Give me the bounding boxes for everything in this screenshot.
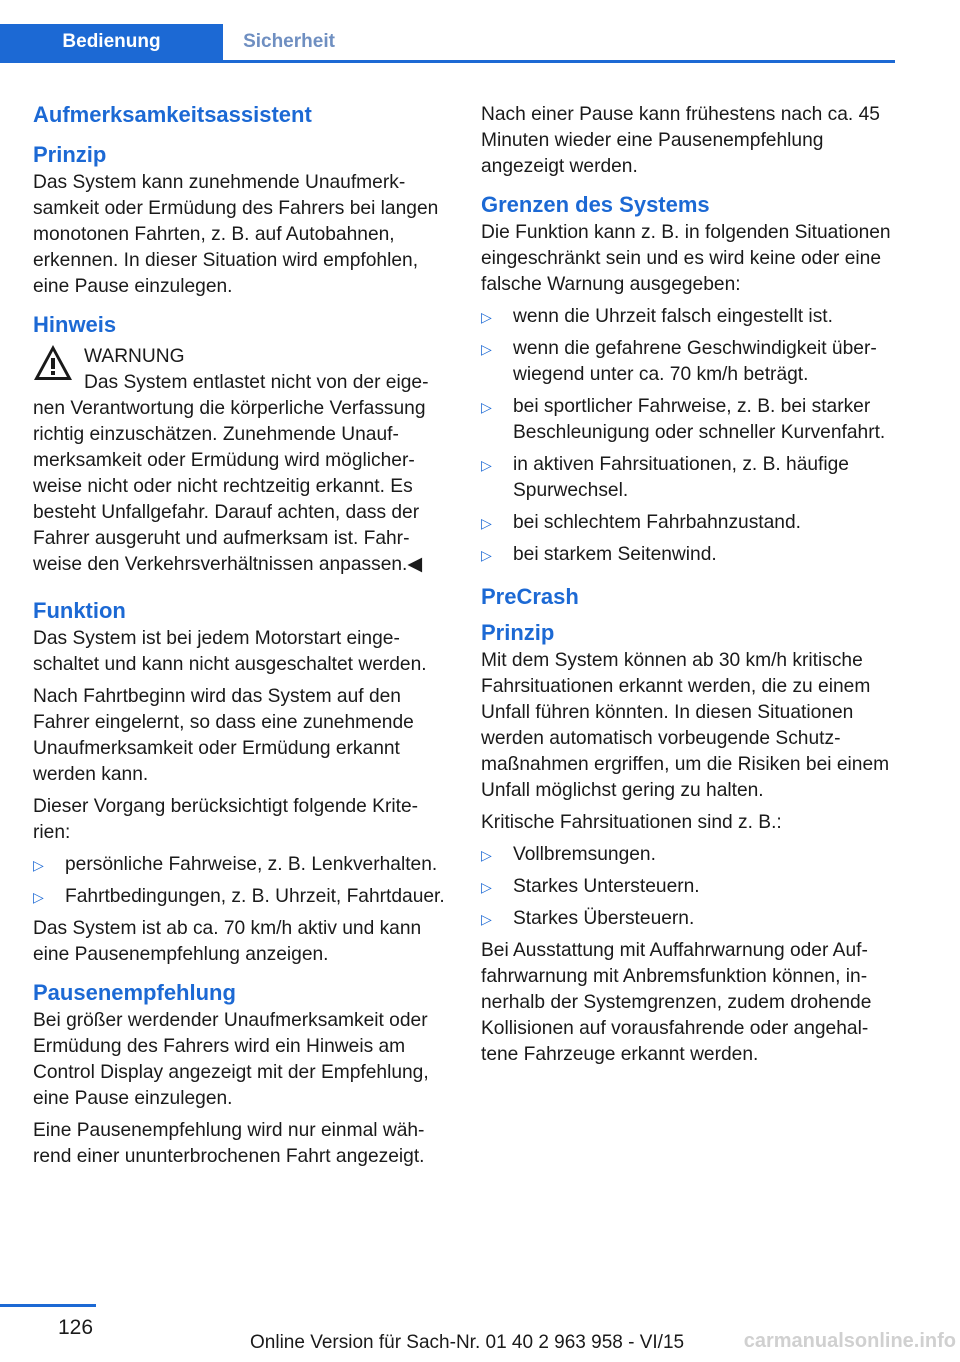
bullet-icon: ▷	[481, 309, 492, 325]
footer-rule	[0, 1304, 96, 1307]
funktion-paragraph-3: Dieser Vorgang berücksichtigt folgende Kriterien:	[33, 796, 419, 843]
warning-triangle-icon	[33, 344, 73, 381]
online-version-text: Online Version für Sach-Nr. 01 40 2 963 958 - VI/15	[250, 1332, 685, 1353]
ausstattung-text: Bei Ausstattung mit Auffahrwarnung oder Auffahrwarnung mit Anbremsfunktion können, innerhalb der Systemgrenzen, zudem drohende Kollisionen auf vorausfahrende oder angehaltene Fahrzeuge erkannt werden.	[481, 940, 872, 1065]
bullet-icon: ▷	[481, 547, 492, 563]
pause-paragraph-3: Nach einer Pause kann frühestens nach ca. 45 Minuten wieder eine Pausenempfehlung angezeigt werden.	[481, 104, 880, 177]
prinzip-heading: Prinzip	[33, 142, 107, 167]
list-item: ▷ Fahrtbedingungen, z. B. Uhrzeit, Fahrtdauer.	[33, 884, 445, 910]
pausenempfehlung-heading: Pausenempfehlung	[33, 980, 236, 1005]
bullet-icon: ▷	[481, 515, 492, 531]
pause-paragraph-2: Eine Pausenempfehlung wird nur einmal während einer ununterbrochenen Fahrt angezeigt.	[33, 1120, 425, 1167]
list-item: ▷ bei starkem Seitenwind.	[481, 542, 896, 568]
list-item: ▷ Vollbremsungen.	[481, 842, 896, 868]
bullet-icon: ▷	[481, 341, 492, 357]
grenzen-text: Die Funktion kann z. B. in folgenden Situationen eingeschränkt sein und es wird keine oder eine falsche Warnung ausgegeben:	[481, 222, 891, 295]
right-column	[481, 100, 896, 1074]
kritisch-intro: Kritische Fahrsituationen sind z. B.:	[481, 812, 782, 833]
tab-bedienung[interactable]: Bedienung	[0, 24, 223, 60]
grenzen-heading: Grenzen des Systems	[481, 192, 710, 217]
bullet-icon: ▷	[33, 857, 44, 873]
funktion-heading: Funktion	[33, 598, 126, 623]
funktion-paragraph-4: Das System ist ab ca. 70 km/h aktiv und kann eine Pausenempfehlung anzeigen.	[33, 918, 422, 965]
limits-list	[481, 304, 896, 568]
warning-text	[33, 370, 445, 578]
tab-underline	[0, 60, 895, 63]
criteria-list	[33, 852, 445, 910]
page-number: 126	[58, 1316, 94, 1339]
hinweis-heading: Hinweis	[33, 312, 117, 337]
bullet-icon: ▷	[481, 847, 492, 863]
list-item: ▷ bei schlechtem Fahrbahnzustand.	[481, 510, 896, 536]
precrash-prinzip-text: Mit dem System können ab 30 km/h kritische Fahrsituationen erkannt werden, die zu einem Unfall führen könnten. In diesen Situationen werden automatisch vorbeugende Schutzmaßnahmen ergriffen, um die Risiken bei einem Unfall möglichst gering zu halten.	[481, 650, 890, 801]
list-item: ▷ persönliche Fahrweise, z. B. Lenkverhalten.	[33, 852, 445, 878]
prinzip-text: Das System kann zunehmende Unaufmerksamkeit oder Ermüdung des Fahrers bei langen monotonen Fahrten, z. B. auf Autobahnen, erkennen. In dieser Situation wird empfohlen, eine Pause einzulegen.	[33, 172, 439, 297]
section-title: Aufmerksamkeitsassistent	[33, 102, 312, 127]
tab-sicherheit[interactable]: Sicherheit	[243, 31, 335, 52]
watermark: carmanualsonline.info	[743, 1330, 956, 1352]
warning-text-body: Das System entlastet nicht von der eigenen Verantwortung die körperliche Verfassung richtig einzuschätzen. Zunehmende Unaufmerksamkeit oder Ermüdung wird möglicherweise nicht oder nicht rechtzeitig erkannt. Es besteht Unfallgefahr. Darauf achten, dass der Fahrer ausgeruht und aufmerksam ist. Fahrweise den Verkehrsverhältnissen anpassen.◀	[33, 372, 429, 575]
list-item: ▷ Starkes Übersteuern.	[481, 906, 896, 932]
list-item: ▷ bei sportlicher Fahrweise, z. B. bei starker Beschleunigung oder schneller Kurvenfahrt.	[481, 396, 886, 443]
list-item: ▷ wenn die Uhrzeit falsch eingestellt ist.	[481, 304, 896, 330]
funktion-paragraph-1: Das System ist bei jedem Motorstart eingeschaltet und kann nicht ausgeschaltet werden.	[33, 628, 427, 675]
warning-block	[33, 344, 445, 578]
list-item: ▷ Starkes Untersteuern.	[481, 874, 896, 900]
bullet-icon: ▷	[481, 457, 492, 473]
section-tabs	[0, 24, 895, 62]
bullet-icon: ▷	[481, 399, 492, 415]
precrash-prinzip-heading: Prinzip	[481, 620, 555, 645]
pause-paragraph-1: Bei größer werdender Unaufmerksamkeit oder Ermüdung des Fahrers wird ein Hinweis am Control Display angezeigt mit der Empfehlung, eine Pause einzulegen.	[33, 1010, 429, 1109]
critical-situations-list	[481, 842, 896, 932]
bullet-icon: ▷	[481, 911, 492, 927]
bullet-icon: ▷	[33, 889, 44, 905]
left-column	[33, 100, 445, 1176]
warning-title: WARNUNG	[84, 346, 185, 367]
precrash-title: PreCrash	[481, 584, 579, 609]
list-item: ▷ in aktiven Fahrsituationen, z. B. häufige Spurwechsel.	[481, 454, 849, 501]
bullet-icon: ▷	[481, 879, 492, 895]
list-item: ▷ wenn die gefahrene Geschwindigkeit überwiegend unter ca. 70 km/h beträgt.	[481, 338, 877, 385]
funktion-paragraph-2: Nach Fahrtbeginn wird das System auf den Fahrer eingelernt, so dass eine zunehmende Unaufmerksamkeit oder Ermüdung erkannt werden kann.	[33, 686, 414, 785]
